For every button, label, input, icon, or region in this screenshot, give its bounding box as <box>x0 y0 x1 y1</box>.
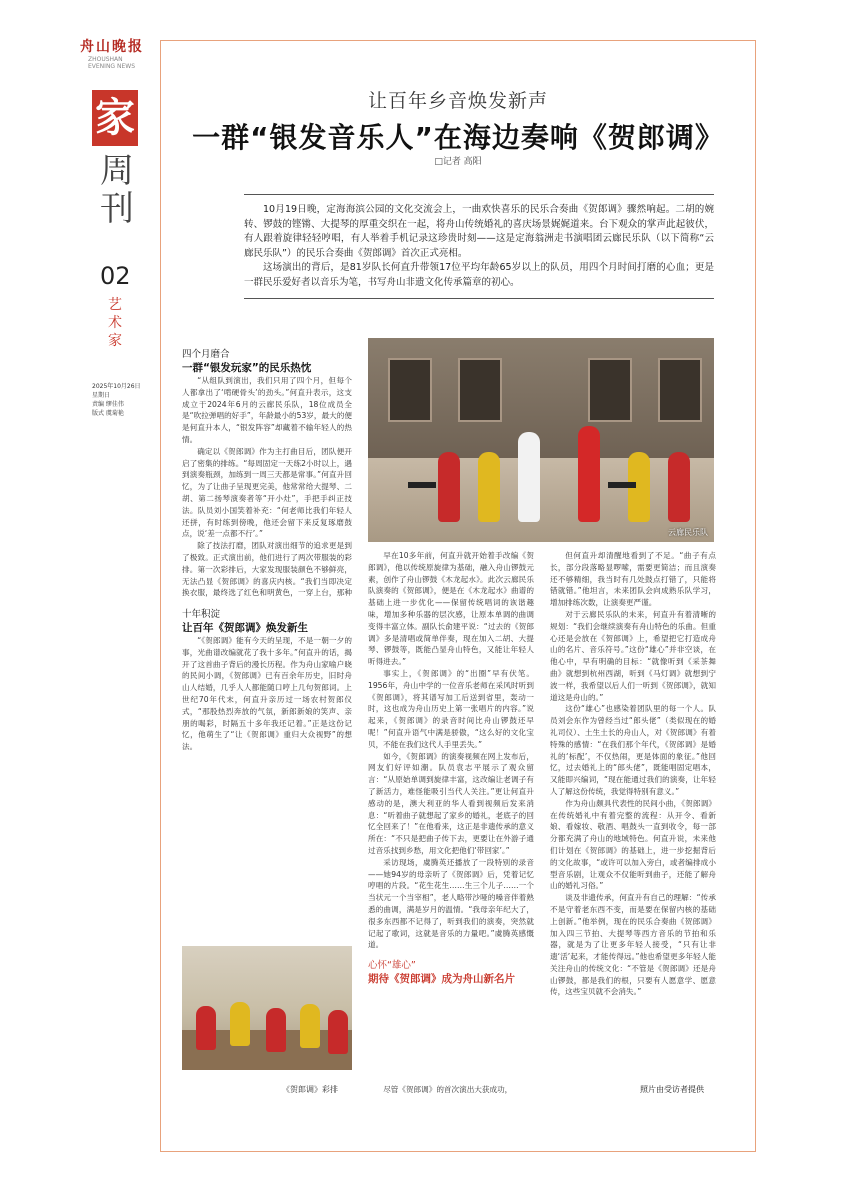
photo-performer <box>266 1008 286 1052</box>
body-paragraph: “从组队到演出，我们只用了四个月，但每个人都拿出了‘啃硬骨头’的劲头。”何直升表示，这支成立于2024年6月的云廊民乐队，18位成员全是“吹拉弹唱的好手”，年龄最小的53岁，最大的便是何直升本人，“银发阵容”却藏着不输年轻人的热情。 <box>182 376 352 444</box>
subhead-kicker: 十年积淀 <box>182 609 221 620</box>
photo-window <box>458 358 502 422</box>
photo-window <box>658 358 702 422</box>
article-byline: □记者 高阳 <box>434 157 482 167</box>
issue-designer: 版式 虞菊艳 <box>92 410 124 417</box>
photo-performer <box>478 452 500 522</box>
body-paragraph: 但何直升却清醒地看到了不足。“曲子有点长，部分段落略显啰嗦，需要更简洁；而且演奏还不够精细，我当时有几处鼓点打错了，只能将错就错。”他坦言，未来团队会向成熟乐队学习，增加排练次数，让演奏更严谨。 <box>550 551 716 608</box>
photo-performer <box>438 452 460 522</box>
lead-paragraph: 10月19日晚，定海海滨公园的文化交流会上，一曲欢快喜乐的民乐合奏曲《贺郎调》骤然响起。二胡的婉转、锣鼓的铿锵、大提琴的厚重交织在一起，将舟山传统婚礼的喜庆场景娓娓道来。台下观众的掌声此起彼伏，有人跟着旋律轻轻哼唱，有人举着手机记录这珍贵时刻——这是定海翁洲走书演唱团云廊民乐队（以下简称“云廊民乐队”）的民乐合奏曲《贺郎调》首次正式亮相。 <box>244 204 714 259</box>
newspaper-logo-english <box>88 56 135 70</box>
body-paragraph: 除了技法打磨，团队对演出细节的追求更是到了极致。正式演出前，他们进行了两次带服装的彩排。第一次彩排后，大家发现服装颜色不够鲜亮，无法凸显《贺郎调》的喜庆内核。“我们当即决定换衣服，最终选了红色和明黄色，一穿上台，那种 <box>182 541 352 598</box>
body-paragraph: 事实上，《贺郎调》的“出圈”早有伏笔。1956年，舟山中学的一位音乐老师在采风时听到《贺郎调》，将其谱写加工后送到省里，轰动一时，这也成为舟山历史上第一张唱片的内容。”说起来，《贺郎调》的录音时间比舟山锣鼓还早呢！”何直升语气中满是骄傲，“这么好的文化宝贝，不能在我们这代人手里丢失。” <box>368 668 534 749</box>
photo-performer <box>196 1006 216 1050</box>
issue-date: 2025年10月26日 <box>92 383 141 390</box>
body-paragraph-continued: 尽管《贺郎调》的首次演出大获成功， <box>383 1085 513 1094</box>
body-paragraph: 确定以《贺郎调》作为主打曲目后，团队便开启了密集的排练。“每周固定一天练2小时以上，遇到演奏瓶颈，加练到一周三天都是常事。”何直升回忆，为了让曲子呈现更完美，他常常给大提琴、二胡、第二扬琴演奏者等“开小灶”，手把手纠正技法。队员刘小国笑着补充：“何老师比我们年轻人还拼，有时练到傍晚，他还会留下来反复琢磨鼓点，说‘差一点都不行’。” <box>182 446 352 539</box>
column-2 <box>368 550 534 1090</box>
body-paragraph: 采访现场，虞腾英还播放了一段特别的录音——她94岁的母亲听了《贺郎调》后，凭着记忆哼唱的片段。“花生花生……生三个儿子……一个当状元一个当宰相”，老人略带沙哑的嗓音伴着熟悉的曲调，满是岁月的温情。“我母亲年纪大了，很多东西都不记得了，听到我们的演奏，突然就记起了歌词，这就是音乐的力量吧。”虞腾英感慨道。 <box>368 857 534 950</box>
subhead-title: 一群“银发玩家”的民乐热忱 <box>182 362 312 374</box>
issue-meta <box>92 382 152 418</box>
logo-en-line-2: EVENING NEWS <box>88 63 136 70</box>
body-paragraph: 作为舟山颇具代表性的民间小曲，《贺郎调》在传统婚礼中有着完整的流程：从开令、看新娘、看嫁妆、敬酒、唱鼓头一直到收令，每一部分都充满了舟山的地域特色。何直升说，未来他们计划在《贺郎调》的基础上，进一步挖掘背后的文化故事，“或许可以加入旁白，或者编排成小型音乐剧，让观众不仅能听到曲子，还能了解舟山的婚礼习俗。” <box>550 798 716 891</box>
column-3 <box>550 550 716 1070</box>
article-subtitle: 让百年乡音焕发新声 <box>367 90 548 112</box>
issue-weekday: 星期日 <box>92 392 111 399</box>
photo-music-stand <box>408 482 436 528</box>
body-paragraph: “《贺郎调》能有今天的呈现，不是一朝一夕的事，光曲谱改编就花了我十多年。”何直升的话，揭开了这首曲子背后的漫长历程。作为舟山家喻户晓的民间小调，《贺郎调》已有百余年历史，旧时舟山人结婚，几乎人人都能随口哼上几句贺郎词。上世纪70年代末，何直升亲历过一场农村贺郎仪式，“那股热烈奔放的气氛，新郎新娘的笑声、亲朋的喝彩，时隔五十多年我还记着。”正是这份记忆，他萌生了“让《贺郎调》重归大众视野”的想法。 <box>182 636 352 752</box>
section-banner-char: 家 <box>92 90 138 146</box>
photo-performer <box>328 1010 348 1054</box>
photo-caption: 云廊民乐队 <box>668 528 708 537</box>
subhead-title: 期待《贺郎调》成为舟山新名片 <box>368 973 515 986</box>
photo-singer <box>578 426 600 522</box>
photo-singer <box>518 432 540 522</box>
body-paragraph: 这份“雄心”也感染着团队里的每一个人。队员刘会东作为曾经当过“郎头佬”（类似现在的婚礼司仪）、土生土长的舟山人，对《贺郎调》有着特殊的感情：“在我们那个年代，《贺郎调》是婚礼的‘标配’，不仅热闹，更是体面的象征。”他回忆，过去婚礼上的“郎头佬”，既能唱固定唱本，又能即兴编词，“现在能通过我们的演奏，让年轻人了解这份传统，我觉得特别有意义。” <box>550 704 716 796</box>
photo-performer <box>668 452 690 522</box>
photo-window <box>388 358 432 422</box>
page-number: 02 <box>100 262 131 290</box>
lead-paragraph: 这场演出的背后，是81岁队长何直升带领17位平均年龄65岁以上的队员，用四个月时间打磨的心血；更是一群民乐爱好者以音乐为笔，书写舟山非遗文化传承篇章的初心。 <box>244 262 714 288</box>
column-1-lower <box>182 608 352 934</box>
band-performance-photo <box>368 338 714 542</box>
newspaper-logo: 舟山晚报 <box>80 39 144 55</box>
section-banner-text: 周刊 <box>100 151 134 229</box>
subhead-kicker: 心怀“雄心” <box>368 960 416 972</box>
rehearsal-photo-caption: 《贺郎调》彩排 <box>282 1085 338 1094</box>
photo-performer <box>300 1004 320 1048</box>
photo-performer <box>230 1002 250 1046</box>
section-name: 艺术家 <box>108 297 122 349</box>
photo-music-stand <box>608 482 636 528</box>
subhead-kicker: 四个月磨合 <box>182 349 230 360</box>
photo-credit: 照片由受访者提供 <box>640 1085 704 1094</box>
body-paragraph: 谈及非遗传承，何直升有自己的理解：“传承不是守着老东西不变，而是要在保留内核的基础上创新。”他举例，现在的民乐合奏曲《贺郎调》加入四三节拍、大提琴等西方音乐的节拍和乐器，就是为了让更多年轻人接受，“只有让非遗‘活’起来，才能传得远。”他也希望更多年轻人能关注舟山的传统文化：“不管是《贺郎调》还是舟山锣鼓，都是我们的根，只要有人愿意学、愿意传，这些宝贝就不会消失。” <box>550 893 716 997</box>
photo-window <box>588 358 632 422</box>
body-paragraph: 如今，《贺郎调》的演奏视频在网上发布后，网友们好评如潮。队员袁志平展示了观众留言：“从原始单调到旋律丰富，这改编让老调子有了新活力，难怪能吸引当代人关注。”更让何直升感动的是，澳大利亚的华人看到视频后发来消息：“听着曲子就想起了家乡的婚礼，老底子的回忆全回来了！”在他看来，这正是非遗传承的意义所在：“不只是把曲子传下去，更要让在外游子通过音乐找到乡愁，用文化把他们‘带回家’。” <box>368 751 534 855</box>
logo-en-line-1: ZHOUSHAN <box>88 56 123 63</box>
article-lead <box>244 194 714 299</box>
body-paragraph: 早在10多年前，何直升就开始着手改编《贺郎调》，他以传统原旋律为基础，融入舟山锣鼓元素，创作了舟山锣鼓《木龙起水》。此次云廊民乐队演奏的《贺郎调》，便是在《木龙起水》曲谱的基础上进一步优化——保留传统唱词的诙谐趣味，增加多种乐器的层次感，让原本单调的曲调变得丰富立体。副队长俞建平说：“过去的《贺郎调》多是清唱或简单伴奏，现在加入二胡、大提琴、锣鼓等，既能凸显舟山特色，又能让年轻人听得进去。” <box>368 551 534 667</box>
issue-editor: 责编 缪佳伟 <box>92 401 124 408</box>
rehearsal-photo <box>182 946 352 1070</box>
column-1 <box>182 348 352 598</box>
article-headline: 一群“银发音乐人”在海边奏响《贺郎调》 <box>192 121 724 154</box>
body-paragraph: 对于云廊民乐队的未来，何直升有着清晰的规划：“我们会继续演奏有舟山特色的乐曲。但重心还是会放在《贺郎调》上，希望把它打造成舟山的名片、音乐符号。”这份“雄心”并非空谈，在他心中，早有明确的目标：“就像听到《采茶舞曲》就想到杭州西湖，听到《马灯调》就想到宁波一样，我希望以后人们一听到《贺郎调》，就知道这是舟山的。” <box>550 609 716 702</box>
subhead-title: 让百年《贺郎调》焕发新生 <box>182 622 308 634</box>
